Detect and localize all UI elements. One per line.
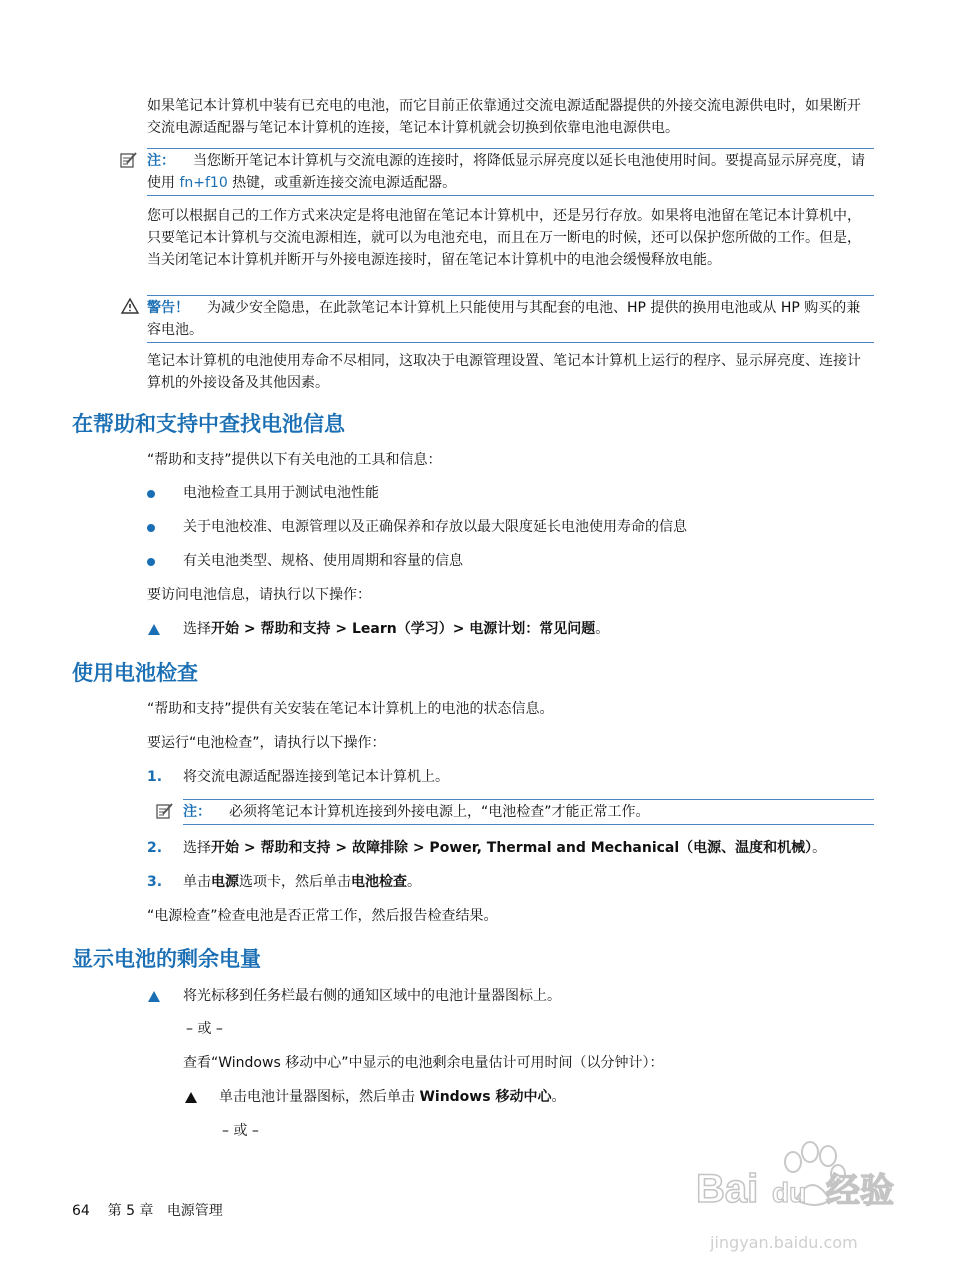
section1-intro: “帮助和支持”提供以下有关电池的工具和信息： [147,452,442,468]
chapter-title: 电源管理 [166,1203,223,1219]
svg-text:Bai: Bai [696,1167,759,1211]
warning-label: 警告！ [147,300,189,316]
or-separator: – 或 – [222,1123,259,1139]
list-item: 电池检查工具用于测试电池性能 [183,485,379,501]
svg-text:du: du [772,1177,807,1208]
paragraph-ac-power: 如果笔记本计算机中装有已充电的电池，而它目前正依靠通过交流电源适配器提供的外接交流电源供电时，如果断开交流电源适配器与笔记本计算机的连接，笔记本计算机就会切换到依靠电池电源供电。 [147,98,861,136]
warning-icon [121,297,139,315]
watermark-url: jingyan.baidu.com [710,1233,858,1252]
step-power-tab: 单击电源选项卡，然后单击电池检查。 [183,874,421,890]
step-number: 3. [147,874,163,890]
heading-help-support: 在帮助和支持中查找电池信息 [72,412,345,436]
hotkey: fn+f10 [179,175,228,191]
note-brightness: 注： 当您断开笔记本计算机与交流电源的连接时，将降低显示屏亮度以延长电池使用时间。要提高显示屏亮度，请使用 fn+f10 热键，或重新连接交流电源适配器。 [147,148,874,196]
section2-run: 要运行“电池检查”，请执行以下操作： [147,735,386,751]
step-triangle-icon [148,624,160,635]
svg-text:经验: 经验 [826,1171,894,1211]
bullet-dot [147,558,155,566]
step-troubleshoot: 选择开始 > 帮助和支持 > 故障排除 > Power, Thermal and Mechanical（电源、温度和机械）。 [183,840,827,856]
note-label: 注： [147,153,175,169]
page-footer [72,1200,223,1222]
note-label: 注： [183,804,211,820]
step-number: 1. [147,769,163,785]
step-triangle-icon [148,991,160,1002]
list-item: 关于电池校准、电源管理以及正确保养和存放以最大限度延长电池使用寿命的信息 [183,519,687,535]
step-number: 2. [147,840,163,856]
paragraph-storage: 您可以根据自己的工作方式来决定是将电池留在笔记本计算机中，还是另行存放。如果将电池留在笔记本计算机中，只要笔记本计算机与交流电源相连，就可以为电池充电，而且在万一断电的时候，还可以保护您所做的工作。但是，当关闭笔记本计算机并断开与外接电源连接时，留在笔记本计算机中的电池会缓慢释放电能。 [147,208,861,268]
substep-triangle-icon [185,1092,197,1103]
step-open-faq: 选择开始 > 帮助和支持 > Learn（学习）> 电源计划：常见问题。 [183,621,610,637]
or-separator: – 或 – [186,1021,223,1037]
note-icon [156,802,174,820]
paragraph-battery-life: 笔记本计算机的电池使用寿命不尽相同，这取决于电源管理设置、笔记本计算机上运行的程序、显示屏亮度、连接计算机的外接设备及其他因素。 [147,353,861,391]
note-external-power: 注： 必须将笔记本计算机连接到外接电源上，“电池检查”才能正常工作。 [183,799,874,825]
page-number: 64 [72,1203,90,1219]
list-item: 有关电池类型、规格、使用周期和容量的信息 [183,553,463,569]
heading-remaining-charge: 显示电池的剩余电量 [72,947,261,971]
step-hover-meter: 将光标移到任务栏最右侧的通知区域中的电池计量器图标上。 [183,988,561,1004]
section2-result: “电源检查”检查电池是否正常工作，然后报告检查结果。 [147,908,498,924]
step-mobility-center: 查看“Windows 移动中心”中显示的电池剩余电量估计可用时间（以分钟计）： [183,1055,664,1071]
substep-click-meter: 单击电池计量器图标，然后单击 Windows 移动中心。 [219,1089,566,1105]
chapter-number: 第 5 章 [107,1203,154,1219]
section1-access: 要访问电池信息，请执行以下操作： [147,587,371,603]
section2-intro: “帮助和支持”提供有关安装在笔记本计算机上的电池的状态信息。 [147,701,554,717]
bullet-dot [147,524,155,532]
note-icon [120,151,138,169]
step-connect-adapter: 将交流电源适配器连接到笔记本计算机上。 [183,769,449,785]
bullet-dot [147,490,155,498]
warning-box: 警告！ 为减少安全隐患，在此款笔记本计算机上只能使用与其配套的电池、HP 提供的换用电池或从 HP 购买的兼容电池。 [147,295,874,343]
heading-battery-check: 使用电池检查 [72,661,198,685]
